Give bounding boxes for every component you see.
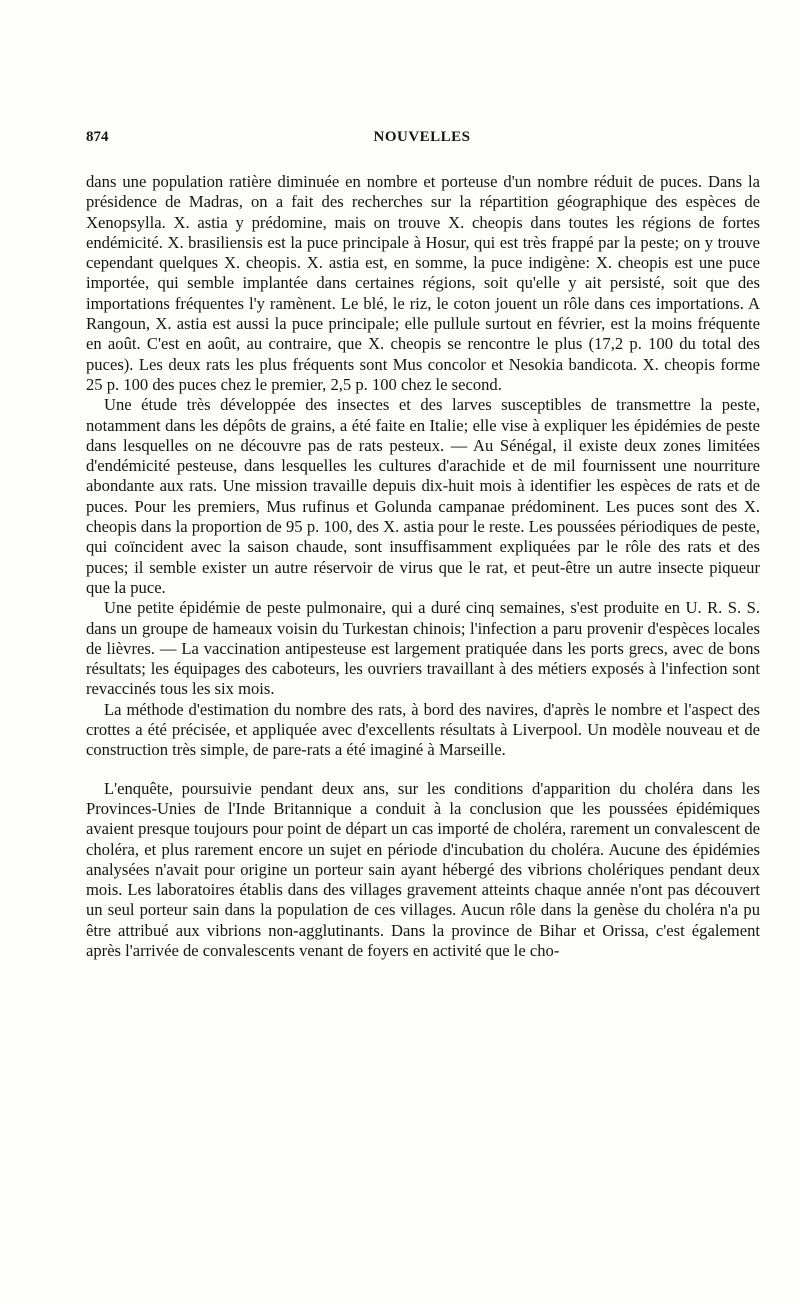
page-number: 874 (86, 129, 109, 145)
running-title: NOUVELLES (373, 129, 471, 145)
page-body (86, 172, 760, 961)
paragraph-plague-insects-italy-senegal: Une étude très développée des insectes et des larves susceptibles de transmettre la peste, notamment dans les dépôts de grains, a été faite en Italie; elle vise à expliquer les épidémies de peste dans lesquelles on ne découvre pas de rats pesteux. — Au Sénégal, il existe deux zones limitées d'endémicité pesteuse, dans lesquelles les cultures d'arachide et de mil fournissent une nourriture abondante aux rats. Une mission travaille depuis dix-huit mois à identifier les espèces de rats et de puces. Pour les premiers, Mus rufinus et Golunda campanae prédominent. Les puces sont des X. cheopis dans la proportion de 95 p. 100, des X. astia pour le reste. Les poussées périodiques de peste, qui coïncident avec la saison chaude, sont insuffisamment expliquées par le rôle des rats et des puces; il semble exister un autre réservoir de virus que le rat, et peut-être un autre insecte piqueur que la puce. (86, 395, 760, 597)
paragraph-plague-fleas-india: dans une population ratière diminuée en nombre et porteuse d'un nombre réduit de puces. Dans la présidence de Madras, on a fait des recherches sur la répartition géographique des espèces de Xenopsylla. X. astia y prédomine, mais on trouve X. cheopis dans toutes les régions de fortes endémicité. X. brasiliensis est la puce principale à Hosur, qui est très frappé par la peste; on y trouve cependant quelques X. cheopis. X. astia est, en somme, la puce indigène: X. cheopis est une puce importée, qui semble implantée dans certaines régions, soit qu'elle y ait persisté, soit que des importations fréquentes l'y ramènent. Le blé, le riz, le coton jouent un rôle dans ces importations. A Rangoun, X. astia est aussi la puce principale; elle pullule surtout en février, est la moins fréquente en août. C'est en août, au contraire, que X. cheopis se rencontre le plus (17,2 p. 100 du total des puces). Les deux rats les plus fréquents sont Mus concolor et Nesokia bandicota. X. cheopis forme 25 p. 100 des puces chez le premier, 2,5 p. 100 chez le second. (86, 172, 760, 394)
section-gap (86, 761, 760, 779)
paragraph-pneumonic-plague-ussr: Une petite épidémie de peste pulmonaire, qui a duré cinq semaines, s'est produite en U. R. S. S. dans un groupe de hameaux voisin du Turkestan chinois; l'infection a paru provenir d'espèces locales de lièvres. — La vaccination antipesteuse est largement pratiquée dans les ports grecs, avec de bons résultats; les équipages des caboteurs, les ouvriers travaillant à des métiers exposés à l'infection sont revaccinés tous les six mois. (86, 598, 760, 699)
page-header (86, 129, 758, 153)
paragraph-cholera-inquiry: L'enquête, poursuivie pendant deux ans, sur les conditions d'apparition du choléra dans les Provinces-Unies de l'Inde Britannique a conduit à la conclusion que les poussées épidémiques avaient presque toujours pour point de départ un cas importé de choléra, rarement un convalescent de choléra, et plus rarement encore un sujet en période d'incubation du choléra. Aucune des épidémies analysées n'avait pour origine un porteur sain ayant hébergé des vibrions cholériques pendant deux mois. Les laboratoires établis dans des villages gravement atteints chaque année n'ont pas découvert un seul porteur sain dans la population de ces villages. Aucun rôle dans la genèse du choléra n'a pu être attribué aux vibrions non-agglutinants. Dans la province de Bihar et Orissa, c'est également après l'arrivée de convalescents venant de foyers en activité que le cho- (86, 778, 760, 960)
paragraph-rat-estimation: La méthode d'estimation du nombre des rats, à bord des navires, d'après le nombre et l'aspect des crottes a été précisée, et appliquée avec d'excellents résultats à Liverpool. Un modèle nouveau et de construction très simple, de pare-rats a été imaginé à Marseille. (86, 699, 760, 760)
